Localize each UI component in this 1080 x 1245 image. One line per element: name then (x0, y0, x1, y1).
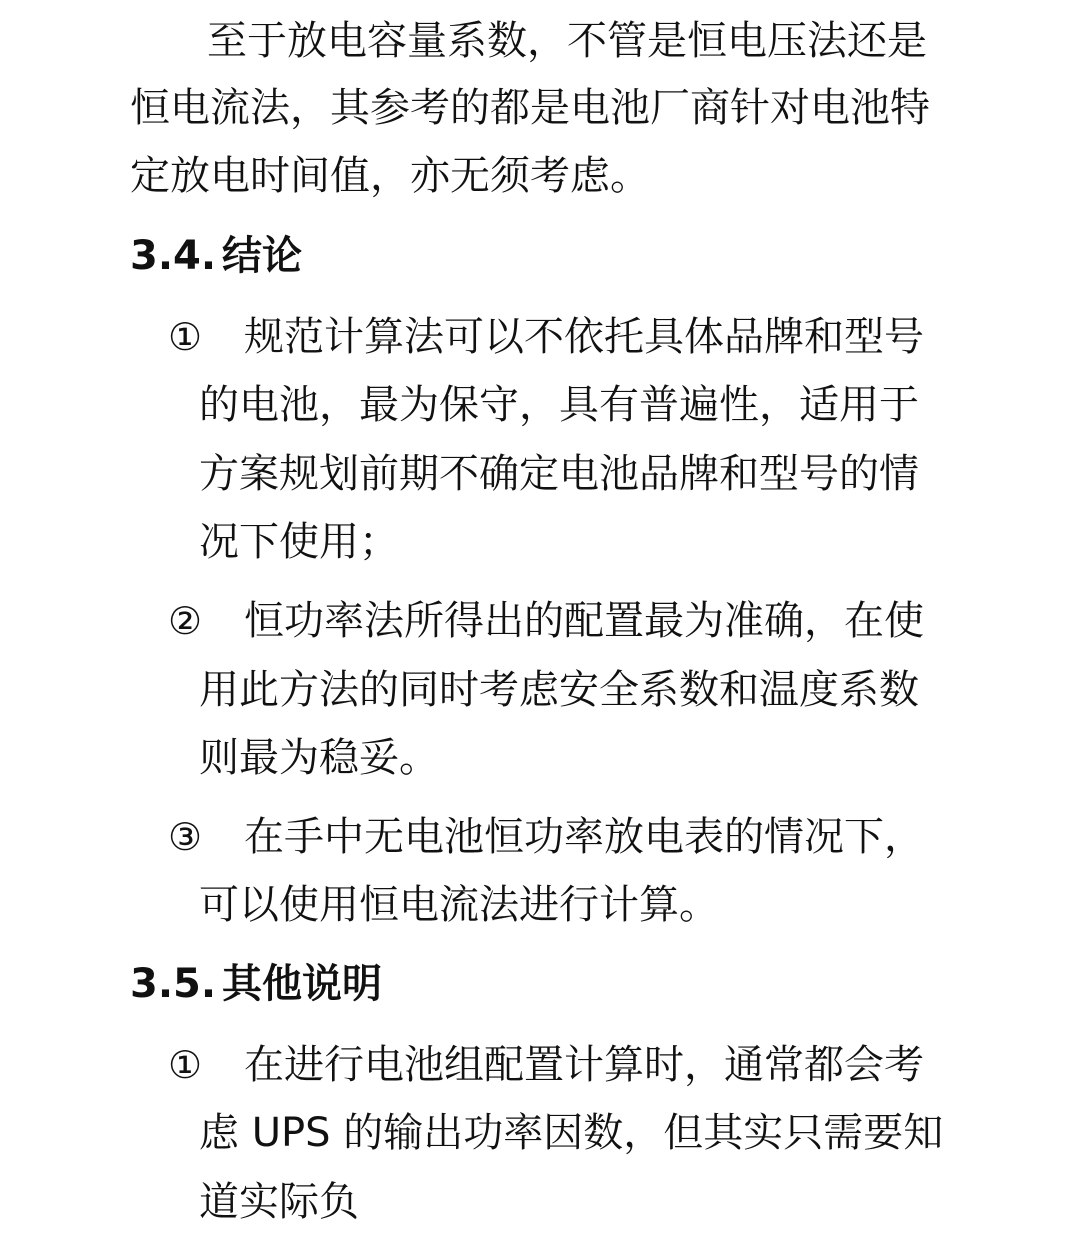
paragraph-line: 至于放电容量系数，不管是恒电压法还是 (207, 18, 927, 64)
list-marker: ① (168, 1043, 203, 1087)
list-marker: ② (168, 599, 203, 643)
list-item-line: 则最为稳妥。 (199, 735, 439, 781)
list-item-line: 况下使用； (199, 519, 399, 565)
list-item-line: 在进行电池组配置计算时，通常都会考 (244, 1042, 924, 1088)
list-item-line: 规范计算法可以不依托具体品牌和型号 (244, 314, 924, 360)
list-item-line: 道实际负 (199, 1179, 359, 1225)
list-item-line: 在手中无电池恒功率放电表的情况下， (244, 814, 924, 860)
list-item-line: 的电池，最为保守，具有普遍性，适用于 (199, 382, 919, 428)
list-item-line: 用此方法的同时考虑安全系数和温度系数 (199, 667, 919, 713)
list-item-line: 可以使用恒电流法进行计算。 (199, 882, 719, 928)
list-item-line: 虑 UPS 的输出功率因数，但其实只需要知 (199, 1110, 944, 1156)
paragraph-line: 恒电流法，其参考的都是电池厂商针对电池特 (130, 85, 930, 131)
section-title: 结论 (222, 233, 302, 279)
list-marker: ① (168, 315, 203, 359)
list-item-line: 恒功率法所得出的配置最为准确，在使 (244, 598, 924, 644)
paragraph-line: 定放电时间值，亦无须考虑。 (130, 153, 650, 199)
section-title: 其他说明 (222, 961, 382, 1007)
list-item-line: 方案规划前期不确定电池品牌和型号的情 (199, 451, 919, 497)
section-number: 3.4. (130, 233, 217, 279)
list-marker: ③ (168, 815, 203, 859)
section-number: 3.5. (130, 961, 217, 1007)
